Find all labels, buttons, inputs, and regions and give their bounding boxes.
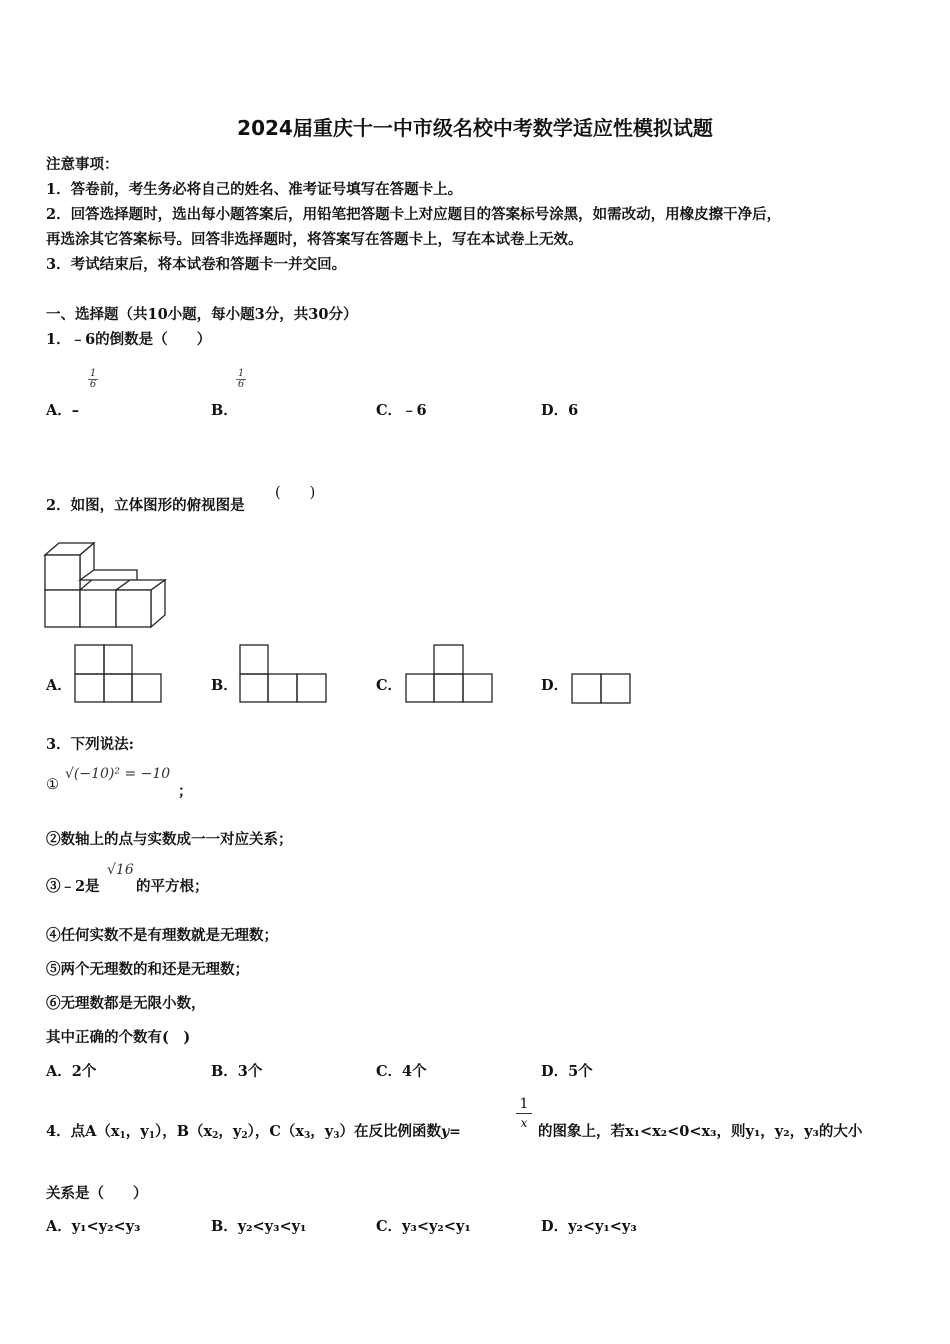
- q2-option-d[interactable]: D．: [541, 677, 569, 694]
- q4-sub-3: 2: [212, 1131, 219, 1141]
- q4-text-7: ）在反比例函数: [339, 1123, 441, 1140]
- q3-option-d[interactable]: D．5个: [541, 1063, 593, 1080]
- q3-statement-2: ②数轴上的点与实数成一一对应关系；: [46, 831, 293, 848]
- q2-option-c-figure[interactable]: [405, 644, 494, 704]
- q4-option-a[interactable]: A．y₁<y₂<y₃: [46, 1218, 141, 1235]
- q2-option-a[interactable]: A．: [46, 677, 72, 694]
- q4-text-2: ，y: [125, 1123, 149, 1140]
- q4-text-3: ），B（x: [154, 1123, 213, 1140]
- q3-statement-6: ⑥无理数都是无限小数，: [46, 995, 206, 1012]
- q4-sub-6: 3: [333, 1131, 340, 1141]
- q2-option-d-figure[interactable]: [571, 673, 633, 705]
- q3-statement-4: ④任何实数不是有理数就是无理数；: [46, 927, 278, 944]
- q4-function: y=: [440, 1124, 461, 1140]
- section-heading: 一、选择题（共10小题，每小题3分，共30分）: [46, 306, 358, 323]
- q2-solid-figure: [44, 540, 169, 632]
- q4-option-c[interactable]: C．y₃<y₂<y₁: [376, 1218, 471, 1235]
- q1-a-frac-den: 6: [89, 379, 97, 390]
- q3-option-a[interactable]: A．2个: [46, 1063, 97, 1080]
- q3-option-c[interactable]: C．4个: [376, 1063, 427, 1080]
- q4-option-b[interactable]: B．y₂<y₃<y₁: [211, 1218, 307, 1235]
- q2-option-b-figure[interactable]: [239, 644, 328, 704]
- q1-b-frac-num: 1: [237, 368, 245, 379]
- notice-heading: 注意事项：: [46, 156, 119, 173]
- q4-text-4: ，y: [218, 1123, 242, 1140]
- q1-a-fraction: [88, 369, 98, 390]
- q1-a-frac-num: 1: [89, 368, 97, 379]
- q4-stem-tail: 的图象上，若x₁<x₂<0<x₃，则y₁，y₂，y₃的大小: [538, 1123, 863, 1140]
- q1-option-a[interactable]: [46, 399, 79, 420]
- notice-item-3: 3．考试结束后，将本试卷和答题卡一并交回。: [46, 256, 347, 273]
- q3-option-b[interactable]: B．3个: [211, 1063, 263, 1080]
- q4-stem-line-2: 关系是（ ）: [46, 1185, 148, 1202]
- notice-item-1: 1．答卷前，考生务必将自己的姓名、准考证号填写在答题卡上。: [46, 181, 463, 198]
- q4-frac-den: x: [516, 1113, 532, 1132]
- q3-question: 其中正确的个数有( ): [46, 1029, 191, 1046]
- q2-answer-paren: ( ): [275, 485, 316, 501]
- q2-stem: 2．如图，立体图形的俯视图是: [46, 497, 245, 514]
- q1-option-a-label: A．: [46, 402, 72, 419]
- q4-option-d[interactable]: D．y₂<y₁<y₃: [541, 1218, 637, 1235]
- q1-b-fraction: [236, 369, 246, 390]
- q3-statement-1-end: ；: [178, 783, 193, 800]
- q4-fraction: [516, 1095, 532, 1132]
- q2-option-b[interactable]: B．: [211, 677, 238, 694]
- page-title: 2024届重庆十一中市级名校中考数学适应性模拟试题: [237, 116, 713, 140]
- q4-stem: [46, 1120, 461, 1141]
- q1-option-d[interactable]: D．6: [541, 402, 579, 419]
- q4-sub-1: 1: [119, 1131, 126, 1141]
- q4-text-6: ，y: [310, 1123, 334, 1140]
- q4-sub-4: 2: [241, 1131, 248, 1141]
- q3-statement-3-post: 的平方根；: [136, 878, 209, 895]
- q3-statement-1-math: √(−10)² = −10: [65, 766, 171, 782]
- q3-stem: 3．下列说法:: [46, 736, 134, 753]
- q1-stem: 1．﹣6的倒数是（ ）: [46, 331, 212, 348]
- q2-option-c[interactable]: C．: [376, 677, 403, 694]
- q4-frac-num: 1: [519, 1096, 529, 1112]
- q4-text-1: 4．点A（x: [46, 1123, 120, 1140]
- q3-statement-5: ⑤两个无理数的和还是无理数；: [46, 961, 249, 978]
- q3-statement-3-pre: ③﹣2是: [46, 878, 100, 895]
- q1-b-frac-den: 6: [237, 379, 245, 390]
- q4-sub-5: 3: [304, 1131, 311, 1141]
- q4-text-5: ），C（x: [247, 1123, 305, 1140]
- q2-option-a-figure[interactable]: [74, 644, 162, 704]
- q3-statement-1-marker: ①: [46, 777, 59, 793]
- q3-statement-3-math: √16: [107, 862, 134, 878]
- q1-option-b[interactable]: B．: [211, 402, 238, 419]
- q4-sub-2: 1: [148, 1131, 155, 1141]
- notice-item-2-line-1: 2．回答选择题时，选出每小题答案后，用铅笔把答题卡上对应题目的答案标号涂黑，如需改动，用橡皮擦干净后，: [46, 206, 782, 223]
- q1-option-a-sign: –: [71, 402, 80, 419]
- q1-option-c[interactable]: C．﹣6: [376, 402, 427, 419]
- notice-item-2-line-2: 再选涂其它答案标号。回答非选择题时，将答案写在答题卡上，写在本试卷上无效。: [46, 231, 583, 248]
